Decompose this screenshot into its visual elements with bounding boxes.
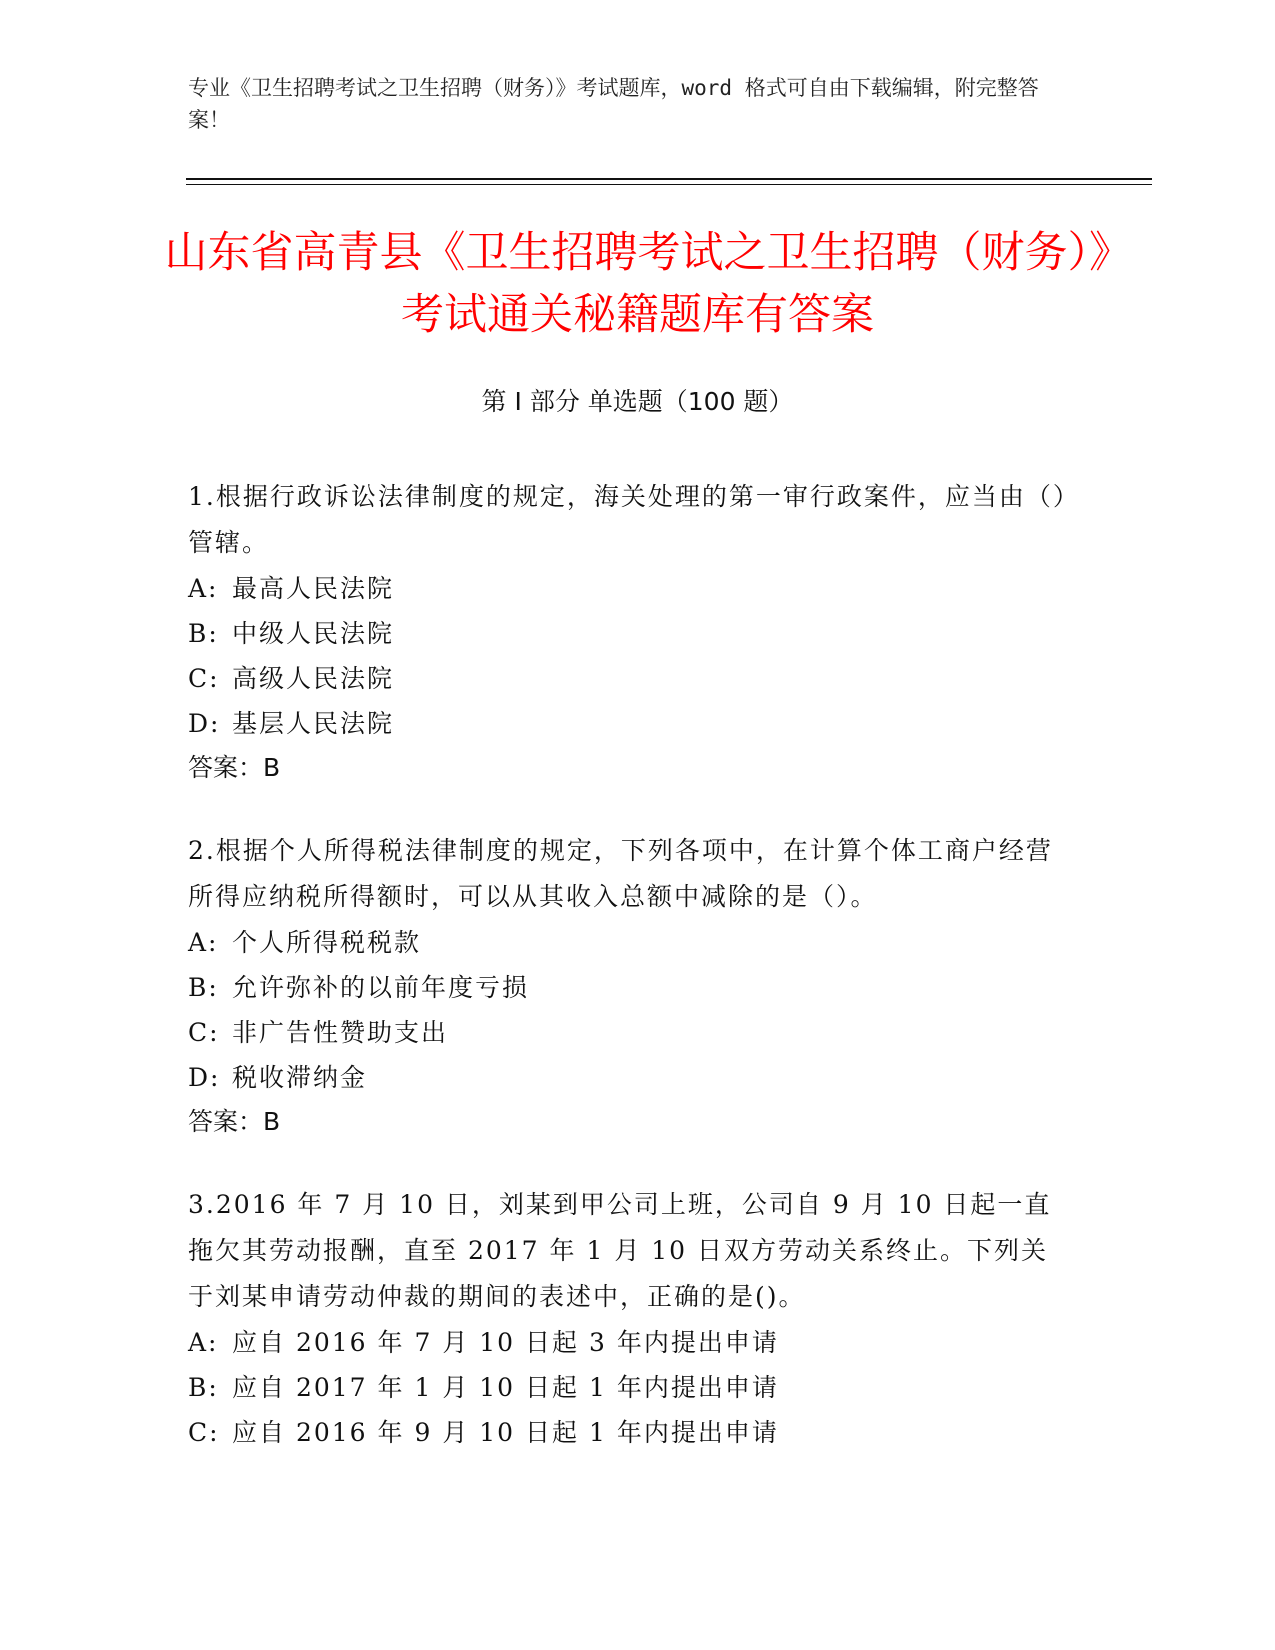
answer: 答案：B bbox=[188, 1107, 281, 1136]
option-text: 中级人民法院 bbox=[232, 619, 395, 648]
answer: 答案：B bbox=[188, 753, 281, 782]
option-a bbox=[188, 566, 1068, 611]
option-text: 应自 2016 年 7 月 10 日起 3 年内提出申请 bbox=[232, 1328, 779, 1357]
option-letter: D: bbox=[188, 709, 221, 738]
document-title: 山东省高青县《卫生招聘考试之卫生招聘（财务）》考试通关秘籍题库有答案 bbox=[164, 228, 1111, 340]
header-rule-thick bbox=[186, 178, 1152, 180]
option-b bbox=[188, 611, 1068, 656]
option-letter: A: bbox=[188, 574, 219, 603]
option-letter: C: bbox=[188, 1418, 220, 1447]
option-text: 最高人民法院 bbox=[232, 574, 395, 603]
question-stem: 2.根据个人所得税法律制度的规定，下列各项中，在计算个体工商户经营所得应纳税所得额时，可以从其收入总额中减除的是（）。 bbox=[188, 836, 1053, 911]
option-text: 高级人民法院 bbox=[232, 664, 395, 693]
option-letter: B: bbox=[188, 1373, 219, 1402]
question-3 bbox=[188, 1182, 1068, 1455]
header-note: 专业《卫生招聘考试之卫生招聘（财务）》考试题库，word 格式可自由下载编辑，附完整答案！ bbox=[188, 76, 1039, 132]
option-text: 应自 2016 年 9 月 10 日起 1 年内提出申请 bbox=[232, 1418, 779, 1447]
option-a bbox=[188, 1320, 1068, 1365]
option-letter: B: bbox=[188, 973, 219, 1002]
option-letter: A: bbox=[188, 928, 219, 957]
option-letter: C: bbox=[188, 664, 220, 693]
option-letter: A: bbox=[188, 1328, 219, 1357]
option-text: 个人所得税税款 bbox=[232, 928, 422, 957]
option-a bbox=[188, 920, 1068, 965]
option-letter: B: bbox=[188, 619, 219, 648]
option-letter: C: bbox=[188, 1018, 220, 1047]
option-b bbox=[188, 965, 1068, 1010]
question-2 bbox=[188, 828, 1068, 1144]
question-stem: 3.2016 年 7 月 10 日，刘某到甲公司上班，公司自 9 月 10 日起一直拖欠其劳动报酬，直至 2017 年 1 月 10 日双方劳动关系终止。下列关于刘某申请劳动仲裁的期间的表述中，正确的是()。 bbox=[188, 1190, 1052, 1311]
header-rule-thin bbox=[186, 184, 1152, 185]
option-c bbox=[188, 1010, 1068, 1055]
option-text: 非广告性赞助支出 bbox=[232, 1018, 449, 1047]
option-text: 基层人民法院 bbox=[232, 709, 395, 738]
option-d bbox=[188, 1055, 1068, 1100]
option-letter: D: bbox=[188, 1063, 221, 1092]
option-c bbox=[188, 1410, 1068, 1455]
section-heading: 第 I 部分 单选题（100 题） bbox=[481, 387, 794, 416]
option-b bbox=[188, 1365, 1068, 1410]
question-stem: 1.根据行政诉讼法律制度的规定，海关处理的第一审行政案件，应当由（）管辖。 bbox=[188, 482, 1068, 557]
option-text: 税收滞纳金 bbox=[232, 1063, 368, 1092]
option-c bbox=[188, 656, 1068, 701]
option-d bbox=[188, 701, 1068, 746]
question-list bbox=[188, 474, 1068, 1493]
option-text: 允许弥补的以前年度亏损 bbox=[232, 973, 530, 1002]
question-1 bbox=[188, 474, 1068, 790]
option-text: 应自 2017 年 1 月 10 日起 1 年内提出申请 bbox=[232, 1373, 779, 1402]
